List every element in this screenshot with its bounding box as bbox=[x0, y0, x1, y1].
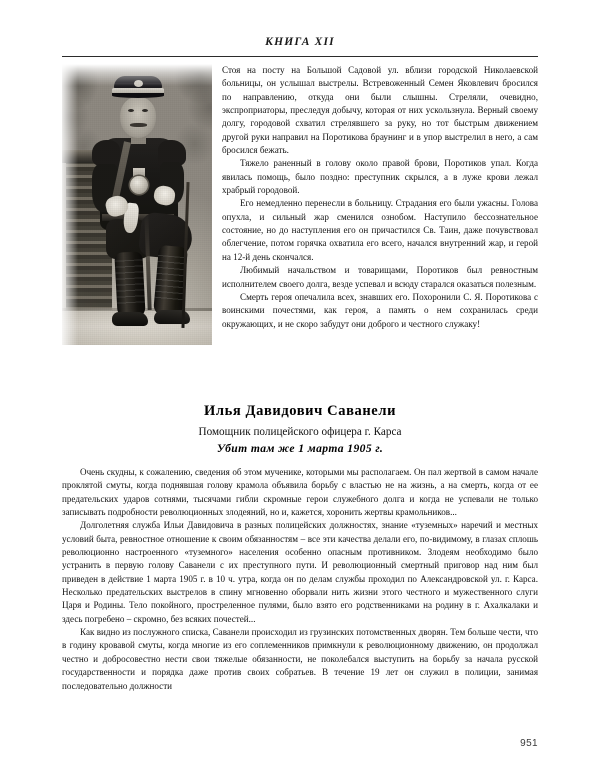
entry-person-rank: Помощник полицейского офицера г. Карса bbox=[198, 426, 402, 438]
article-two-body bbox=[62, 466, 538, 693]
paragraph: Смерть героя опечалила всех, знавших его. Похоронили С. Я. Поротикова с воинскими почестями, как героя, а память о нем сохранилась среди окружающих, и не скоро забудут они доброго и честного служаку! bbox=[222, 291, 538, 329]
paragraph: Как видно из послужного списка, Саванели происходил из грузинских потомственных дворян. Тем больше чести, что в годину кровавой смуты, когда многие из его соплеменников примкнули к революционному движению, он продолжал честно и добросовестно нести свои тяжелые обязанности, не поколебался выступить на борьбу за начала русской государственности и порядка даже против своих собратьев. В течение 19 лет он служил в полиции, занимая последовательно должности bbox=[62, 627, 538, 691]
entry-heading bbox=[62, 403, 538, 455]
photo-vignette bbox=[62, 64, 212, 345]
portrait-photograph bbox=[62, 64, 212, 345]
page-number: 951 bbox=[520, 738, 538, 749]
paragraph: Любимый начальством и товарищами, Поротиков был ревностным исполнителем своего долга, везде успевал и всюду старался оказаться полезным. bbox=[222, 265, 538, 289]
photo-top-fade bbox=[62, 64, 212, 86]
entry-killed-line: Убит там же 1 марта 1905 г. bbox=[216, 442, 384, 455]
paragraph: Долголетняя служба Ильи Давидовича в разных полицейских должностях, знание «туземных» наречий и местных условий быта, ревностное отношение к своим обязанностям – все эти качества делали его, по-видимому, в глазах сплошь революционно настроенного «туземного» населения особенно опасным противником. Злодеям необходимо было устранить в первую голову Саванели с их преступного пути. И революционный смертный приговор над ним был приведен в действие 1 марта 1905 г. в 10 ч. утра, когда он по делам службы проходил по Александровской ул. г. Карса. Несколько предательских выстрелов в спину мгновенно оборвали нить жизни этого честного и мужественного слуги Царя и Родины. Тело покойного, простреленное пулями, было взято его родственниками на родину в г. Ахалкалаки и здесь погребено – скромно, без всяких почестей... bbox=[62, 520, 538, 624]
running-head-rule bbox=[62, 56, 538, 57]
photo-left-fade bbox=[62, 64, 78, 345]
paragraph: Очень скудны, к сожалению, сведения об этом мученике, которыми мы располагаем. Он пал жертвой в самом начале проклятой смуты, когда поднявшая голову крамола объявила борьбу с властью не на жизнь, а на смерть, когда от ее предательских ударов сотнями, тысячами гибли скромные герои служебного долга и когда не успевали не только записывать подробности революционных злодеяний, но и, кажется, хоронить жертвы крамольников... bbox=[62, 467, 538, 518]
paragraph: Его немедленно перенесли в больницу. Страдания его были ужасны. Голова опухла, и сильный жар сменился ознобом. Наступило бессознательное состояние, но до наступления его он причастился Св. Таин, даже почувствовал облегчение, потом горячка охватила его всего, начался внутренний жар, и герой на 12-й день скончался. bbox=[222, 198, 538, 262]
article-one-body bbox=[62, 64, 538, 351]
entry-person-name: Илья Давидович Саванели bbox=[203, 403, 397, 419]
paragraph: Тяжело раненный в голову около правой брови, Поротиков упал. Когда явилась помощь, было поздно: преступник скрылся, а в луже крови лежал храбрый городовой. bbox=[222, 158, 538, 196]
running-head bbox=[62, 36, 538, 48]
running-head-title: КНИГА XII bbox=[265, 36, 335, 48]
paragraph: Стоя на посту на Большой Садовой ул. вблизи городской Николаевской больницы, он услышал выстрелы. Встревоженный Семен Яковлевич бросился по направлению, откуда они были слышны. Стреляли, очевидно, экспроприаторы, преследуя добычу, которая от них ускользнула. Верный своему долгу, городовой схватил стрелявшего за руку, но тот быстрым движением другой руки направил на Поротикова браунинг и в упор выстрелил в него, а сам бросился бежать. bbox=[222, 65, 538, 156]
